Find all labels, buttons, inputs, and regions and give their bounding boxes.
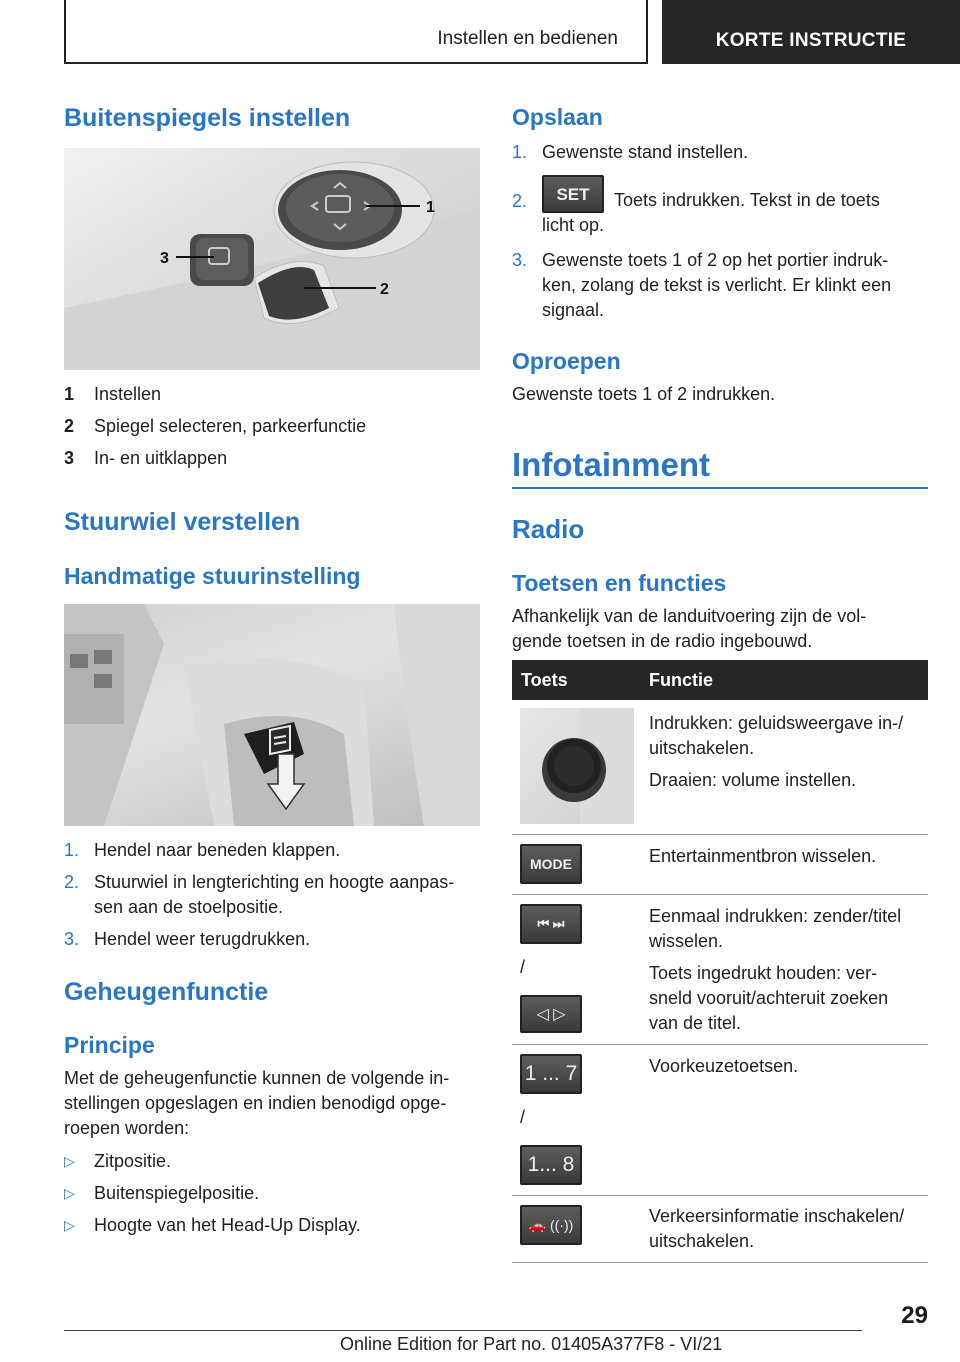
step-num: 2. xyxy=(512,191,528,211)
step-text: Hendel naar beneden klappen. xyxy=(94,840,341,860)
bullet-icon: ▷ xyxy=(64,1153,75,1169)
step-item xyxy=(512,248,932,323)
preset-1-7-button-icon: 1 ... 7 xyxy=(520,1054,582,1094)
row-divider xyxy=(512,1195,928,1196)
step-text: Gewenste stand instellen. xyxy=(542,142,749,162)
function-text: Toets ingedrukt houden: ver- xyxy=(649,963,878,983)
function-text: van de titel. xyxy=(649,1013,742,1033)
header-tab[interactable] xyxy=(662,0,960,64)
header-tab-label: KORTE INSTRUCTIE xyxy=(715,30,907,51)
step-text: licht op. xyxy=(542,215,605,235)
function-text: Voorkeuzetoetsen. xyxy=(649,1056,799,1076)
step-num: 1. xyxy=(64,840,80,860)
function-text: Entertainmentbron wisselen. xyxy=(649,846,877,866)
bullet-icon: ▷ xyxy=(64,1217,75,1233)
step-num: 2. xyxy=(64,872,80,892)
memory-subtitle: Principe xyxy=(64,1032,155,1058)
recall-title: Oproepen xyxy=(512,348,621,374)
steering-steps xyxy=(64,838,484,952)
col-header-function: Functie xyxy=(649,670,714,690)
save-steps xyxy=(512,140,932,323)
mode-button-icon: MODE xyxy=(520,844,582,884)
function-text: uitschakelen. xyxy=(649,738,755,758)
legend-text: Instellen xyxy=(94,384,162,404)
table-row xyxy=(649,904,929,1036)
legend-text: Spiegel selecteren, parkeerfunctie xyxy=(94,416,367,436)
step-item xyxy=(64,927,484,952)
table-row xyxy=(649,1204,929,1254)
header-section-box xyxy=(64,0,648,64)
bullet-item xyxy=(64,1213,361,1245)
footer-rule xyxy=(64,1330,862,1331)
legend-text: In- en uitklappen xyxy=(94,448,228,468)
row-divider xyxy=(512,834,928,835)
step-text: Gewenste toets 1 of 2 op het portier indruk- xyxy=(542,250,889,270)
step-text: ken, zolang de tekst is verlicht. Er klinkt een xyxy=(542,275,892,295)
row-divider xyxy=(512,1044,928,1045)
step-item xyxy=(64,838,484,863)
callout-3: 3 xyxy=(160,250,169,267)
legend-item xyxy=(64,414,366,446)
arrow-buttons-icon: ◁ ▷ xyxy=(520,995,582,1033)
step-num: 3. xyxy=(64,929,80,949)
bullet-text: Hoogte van het Head-Up Display. xyxy=(94,1215,361,1235)
steering-lever-drawing xyxy=(64,604,480,826)
step-num: 1. xyxy=(512,142,528,162)
infotainment-rule xyxy=(512,487,928,489)
preset-1-8-button-icon: 1... 8 xyxy=(520,1145,582,1185)
set-button-icon: SET xyxy=(542,175,604,213)
key-separator: / xyxy=(520,957,526,977)
keys-intro-line: Afhankelijk van de landuitvoering zijn de vol- xyxy=(512,606,867,626)
table-row xyxy=(649,711,929,793)
legend-item xyxy=(64,382,366,414)
step-item xyxy=(512,140,932,165)
steering-subtitle: Handmatige stuurinstelling xyxy=(64,563,361,589)
legend-item xyxy=(64,446,366,478)
legend-num: 2 xyxy=(64,416,75,436)
bullet-text: Buitenspiegelpositie. xyxy=(94,1183,260,1203)
step-text: sen aan de stoelpositie. xyxy=(94,897,284,917)
volume-knob-icon xyxy=(520,708,634,824)
function-text: uitschakelen. xyxy=(649,1231,755,1251)
step-text: Toets indrukken. Tekst in de toets xyxy=(614,190,880,210)
memory-bullets xyxy=(64,1149,361,1245)
keys-intro-line: gende toetsen in de radio ingebouwd. xyxy=(512,631,813,651)
keys-title: Toetsen en functies xyxy=(512,570,727,596)
skip-buttons-icon: ⏮ ⏭ xyxy=(520,904,582,944)
bullet-text: Zitpositie. xyxy=(94,1151,172,1171)
bullet-item xyxy=(64,1149,361,1181)
memory-intro-line: Met de geheugenfunctie kunnen de volgende in- xyxy=(64,1068,450,1088)
bullet-icon: ▷ xyxy=(64,1185,75,1201)
memory-title: Geheugenfunctie xyxy=(64,978,269,1006)
keys-table-header xyxy=(512,660,928,700)
memory-intro-line: roepen worden: xyxy=(64,1118,190,1138)
function-text: Verkeersinformatie inschakelen/ xyxy=(649,1206,905,1226)
bullet-item xyxy=(64,1181,361,1213)
row-divider xyxy=(512,894,928,895)
legend-num: 1 xyxy=(64,384,75,404)
volume-knob-image xyxy=(520,708,634,824)
step-text: signaal. xyxy=(542,300,605,320)
mirrors-title: Buitenspiegels instellen xyxy=(64,104,351,132)
edition-info: Online Edition for Part no. 01405A377F8 - VI/21 xyxy=(340,1334,723,1354)
step-item xyxy=(512,175,932,238)
legend-num: 3 xyxy=(64,448,75,468)
mirror-controls-image xyxy=(64,148,480,370)
row-divider xyxy=(512,1262,928,1263)
traffic-info-button-icon: 🚗 ((·)) xyxy=(520,1205,582,1245)
function-text: sneld vooruit/achteruit zoeken xyxy=(649,988,889,1008)
step-text: Hendel weer terugdrukken. xyxy=(94,929,311,949)
mirrors-legend xyxy=(64,382,366,478)
steering-lever-image xyxy=(64,604,480,826)
callout-1: 1 xyxy=(426,199,435,216)
function-text: wisselen. xyxy=(649,931,724,951)
step-text: Stuurwiel in lengterichting en hoogte aanpas- xyxy=(94,872,455,892)
page-number: 29 xyxy=(901,1302,928,1329)
function-text: Eenmaal indrukken: zender/titel xyxy=(649,906,902,926)
header-section-title: Instellen en bedienen xyxy=(437,28,618,49)
memory-intro-line: stellingen opgeslagen en indien benodigd opge- xyxy=(64,1093,447,1113)
keys-intro xyxy=(512,604,866,654)
memory-intro xyxy=(64,1066,449,1141)
col-header-key: Toets xyxy=(521,670,568,690)
steering-title: Stuurwiel verstellen xyxy=(64,508,301,536)
mirror-controls-drawing xyxy=(64,148,480,370)
function-text: Indrukken: geluidsweergave in-/ xyxy=(649,713,904,733)
recall-text: Gewenste toets 1 of 2 indrukken. xyxy=(512,384,776,404)
save-title: Opslaan xyxy=(512,104,603,130)
function-text: Draaien: volume instellen. xyxy=(649,770,857,790)
step-num: 3. xyxy=(512,250,528,270)
infotainment-title: Infotainment xyxy=(512,446,710,483)
step-item xyxy=(64,870,484,920)
radio-title: Radio xyxy=(512,514,585,544)
callout-2: 2 xyxy=(380,281,389,298)
key-separator: / xyxy=(520,1107,526,1127)
